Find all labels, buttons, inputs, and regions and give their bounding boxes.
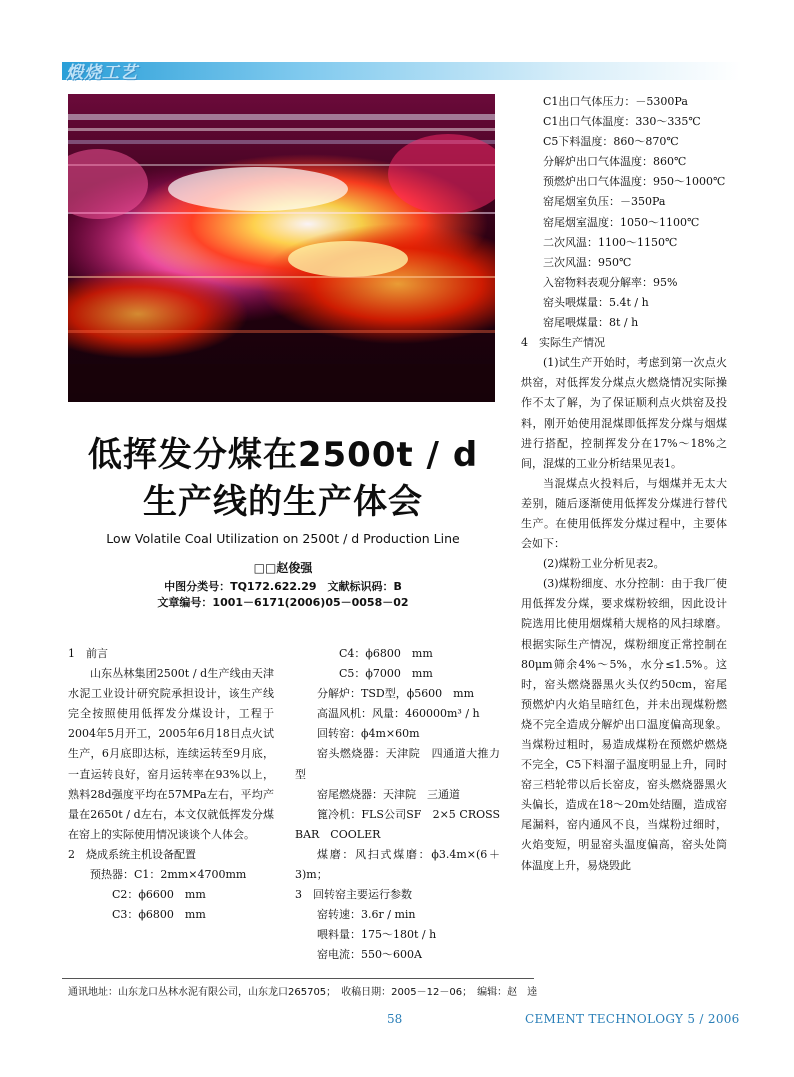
article-number-line: 文章编号：1001－6171(2006)05－0058－02 [157, 596, 409, 609]
paragraph: 预热器：C1：2mm×4700mm [90, 868, 247, 882]
paragraph: 窑头燃烧器：天津院 四通道大推力型 [295, 747, 500, 781]
english-title: Low Volatile Coal Utilization on 2500t / d Production Line [106, 531, 460, 546]
paragraph: 当混煤点火投料后，与烟煤并无太大差别，随后逐渐使用低挥发分煤进行替代生产。在使用低挥发分煤过程中，主要体会如下： [521, 476, 727, 551]
footnote-divider [62, 978, 534, 979]
paragraph: 1 前言 [68, 647, 108, 660]
author: □□赵俊强 [253, 561, 313, 575]
paragraph: 篦冷机：FLS公司SF 2×5 CROSS BAR COOLER [295, 807, 511, 841]
paragraph: 高温风机：风量：460000m³ / h [317, 707, 480, 721]
abstract-flame-image [68, 94, 495, 402]
paragraph: 预燃炉出口气体温度：950～1000℃ [543, 175, 726, 189]
footnote: 通讯地址：山东龙口丛林水泥有限公司，山东龙口265705； 收稿日期：2005－12－06； 编辑：赵 逵 [68, 987, 538, 998]
paragraph: C1出口气体温度：330～335℃ [543, 115, 701, 129]
paragraph: C3：ϕ6800 mm [112, 908, 206, 922]
paragraph: (3)煤粉细度、水分控制：由于我厂使用低挥发分煤，要求煤粉较细，因此设计院选用比使用烟煤稍大规格的风扫球磨。根据实际生产情况，煤粉细度正常控制在80μm筛余4%～5%，水分≤1.5%。这时，窑头燃烧器黑火头仅约50cm，窑尾预燃炉内火焰呈暗红色，并未出现煤粉燃烧不完全造成分解炉出口温度偏高现象。当煤粉过粗时，易造成煤粉在预燃炉燃烧不完全，C5下料溜子温度明显上升，同时窑三档轮带以后长窑皮，窑头燃烧器黑火头偏长，造成在18～20m处结圈，造成窑尾漏料，窑内通风不良，当煤粉过细时，火焰变短，明显窑头温度偏高，窑头处筒体温度上升，易烧毁此 [521, 577, 727, 872]
left-column [68, 644, 274, 925]
article-title [68, 432, 498, 526]
paragraph: 窑转速：3.6r / min [317, 908, 416, 922]
paragraph: 煤磨：风扫式煤磨：ϕ3.4m×(6＋3)m； [295, 847, 500, 882]
paragraph: 二次风温：1100～1150℃ [543, 235, 678, 249]
paragraph: 窑头喂煤量：5.4t / h [543, 295, 649, 309]
middle-column [295, 644, 511, 966]
paragraph: 回转窑：ϕ4m×60m [317, 727, 420, 741]
article-title-line2: 生产线的生产体会 [143, 482, 423, 522]
paragraph: 窑尾烟室负压：－350Pa [543, 195, 666, 209]
paragraph: 喂料量：175～180t / h [317, 928, 437, 942]
paragraph: (1)试生产开始时，考虑到第一次点火烘窑，对低挥发分煤点火燃烧情况实际操作不太了解，为了保证顺利点火烘窑及投料，刚开始使用混煤即低挥发分煤与烟煤进行搭配，控制挥发分在17%～18%之间，混煤的工业分析结果见表1。 [521, 356, 727, 470]
paragraph: 4 实际生产情况 [521, 336, 605, 350]
article-title-line1: 低挥发分煤在2500t / d [87, 435, 479, 475]
paragraph: C1出口气体压力：－5300Pa [543, 95, 688, 108]
paragraph: 3 回转窑主要运行参数 [295, 888, 412, 902]
paragraph: 入窑物料表观分解率：95% [543, 275, 678, 289]
paragraph: 2 烧成系统主机设备配置 [68, 847, 196, 861]
classification-line: 中图分类号：TQ172.622.29 文献标识码：B [164, 580, 402, 593]
paragraph: 窑尾燃烧器：天津院 三通道 [317, 787, 460, 801]
journal-name: CEMENT TECHNOLOGY 5 / 2006 [525, 1012, 740, 1026]
paragraph: 山东丛林集团2500t / d生产线由天津水泥工业设计研究院承担设计，该生产线完全按照使用低挥发分煤设计，工程于2004年5月开工，2005年6月18日点火试生产，6月底即达标，连续运转至9月底，一直运转良好，窑月运转率在93%以上，熟料28d强度平均在57MPa左右，平均产量在2650t / d左右，本文仅就低挥发分煤在窑上的实际使用情况谈谈个人体会。 [68, 667, 274, 841]
paragraph: 窑尾喂煤量：8t / h [543, 316, 639, 330]
paragraph: C2：ϕ6600 mm [112, 888, 206, 902]
paragraph: 窑电流：550～600A [317, 948, 422, 962]
page-number: 58 [387, 1012, 403, 1026]
section-tag: 煅烧工艺 [66, 63, 138, 83]
section-header-bar [62, 62, 742, 80]
paragraph: 分解炉：TSD型，ϕ5600 mm [317, 687, 475, 701]
paragraph: 分解炉出口气体温度：860℃ [543, 155, 687, 169]
paragraph: C5：ϕ7000 mm [339, 667, 433, 681]
right-column [521, 92, 727, 876]
paragraph: C5下料温度：860～870℃ [543, 135, 679, 149]
paragraph: 窑尾烟室温度：1050～1100℃ [543, 215, 700, 229]
paragraph: C4：ϕ6800 mm [339, 647, 433, 660]
paragraph: (2)煤粉工业分析见表2。 [543, 557, 665, 571]
paragraph: 三次风温：950℃ [543, 255, 632, 269]
